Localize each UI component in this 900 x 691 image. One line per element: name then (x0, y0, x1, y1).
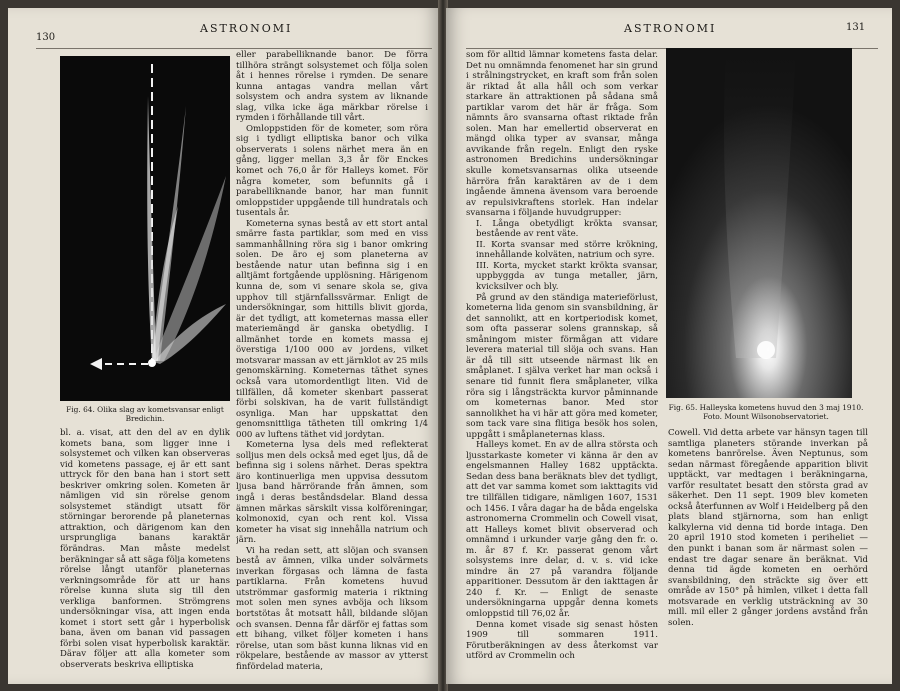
paragraph: Halleys komet. En av de allra största och ljusstarkaste kometer vi känna är den av engelsmannen Halley 1682 upptäckta. Sedan dess bana beräknats blev det tydligt, att det var samma komet som iakttagits vid tre tillfällen tidigare, nämligen 1607, 1531 och 1456. I våra dagar ha de båda engelska astronomerna Crommelin och Cowell visat, att Halleys komet blivit observerad och omnämnd i urkunder varje gång den fr. o. m. år 87 f. Kr. passerat genom vårt solsystems inre delar, d. v. s. vid icke mindre än 27 på varandra följande apparitioner. Dessutom är den iakttagen år 240 f. Kr. — Enligt de senaste undersökningarna uppgår denna komets omloppstid till 76,02 år. (466, 440, 658, 619)
paragraph: bl. a. visat, att den del av en dylik komets bana, som ligger inne i solsystemet och vilken kan observeras vid kometens passage, ej är ett sant uttryck för den bana han i stort sett beskriver omkring solen. Kometen är nämligen vid sin rörelse genom solsystemet ständigt utsatt för störningar berorende på planeternas attraktion, och därigenom kan den ursprungliga banans karaktär förändras. Man måste medelst beräkningar så att säga följa kometens rörelse långt utanför planeternas verkningsområde för att ur hans rörelse kunna sluta sig till den verkliga banformen. Strömgrens undersökningar visa, att ingen enda komet i stort sett går i hyperbolisk bana, även om banan vid passagen förbi solen visat hyperbolisk karaktär. Därav följer att alla kometer som observerats beskriva elliptiska (60, 428, 230, 671)
halley-comet-photo (666, 48, 852, 398)
paragraph: Omloppstiden för de kometer, som röra sig i tydligt elliptiska banor och vilka observerats i solens närhet mera än en gång, ligger mellan 3,3 år för Enckes komet och 76,0 år för Halleys komet. För några kometer, som befunnits gå i parabelliknande banor, har man funnit omloppstider uppgående till hundratals och tusentals år. (236, 123, 428, 219)
right-page-column-left (466, 50, 658, 684)
list-item: I. Långa obetydligt krökta svansar, bestående av rent väte. (476, 218, 658, 240)
comet-head-photo (666, 48, 852, 398)
right-page (446, 8, 892, 684)
left-page-column-right (236, 50, 428, 684)
paragraph: eller parabelliknande banor. De förra tillhöra strängt solsystemet och följa solen åt i hennes rörelse i rymden. De senare kunna antagas vandra mellan vårt solsystem och andra system av liknande slag, vilka icke äga märkbar rörelse i rymden i förhållande till vårt. (236, 50, 428, 124)
page-number-left: 130 (36, 32, 56, 43)
paragraph: Cowell. Vid detta arbete var hänsyn tagen till samtliga planeters störande inverkan på kometens banrörelse. Även Neptunus, som sedan närmast föregående apparition blivit upptäckt, var medtagen i beräkningarna, varför resultatet besatt den största grad av säkerhet. Den 11 sept. 1909 blev kometen också återfunnen av Wolf i Heidelberg på den plats bland stjärnorna, som han enligt kalkylerna vid denna tid borde intaga. Den 20 april 1910 stod kometen i periheliet — den punkt i banan som är närmast solen — endast tre dagar senare än beräknat. Vid denna tid ägde kometen en oerhörd svansbildning, den sträckte sig över ett område av 150° på himlen, vilket i detta fall motsvarade en verklig utsträckning av 30 mill. mil eller 2 gånger jordens avstånd från solen. (668, 428, 868, 628)
paragraph: Denna komet visade sig senast hösten 1909 till sommaren 1911. Förutberäkningen av dess återkomst var utförd av Crommelin och (466, 619, 658, 662)
figure-64-caption: Fig. 64. Olika slag av kometsvansar enligt Bredichin. (66, 405, 224, 423)
running-head-left: ASTRONOMI (200, 22, 293, 35)
comet-tail-illustration (60, 56, 230, 401)
left-page-column-left (60, 428, 230, 684)
paragraph: som för alltid lämnar kometens fasta delar. Det nu omnämnda fenomenet har sin grund i strålningstrycket, en kraft som från solen är riktad åt alla håll och som verkar starkare än attraktionen på sådana små partiklar varom det här är fråga. Som nämnts äro svansarna oftast riktade från solen. Man har emellertid observerat en mängd olika typer av svansar, många avvikande från regeln. Enligt den ryske astronomen Bredichins undersökningar skulle kometsvansarnas olika utseende härröra från karaktären av de i dem ingående ämnena ävensom vara beroende av repulsivkraftens storlek. Han indelar svansarna i följande huvudgrupper: (466, 50, 658, 219)
paragraph: Kometerna synas bestå av ett stort antal smärre fasta partiklar, som med en viss sammanhållning röra sig i banor omkring solen. De äro ej som planeterna av bestående natur utan befinna sig i en alltjämt fortgående upplösning. Härigenom kunna de, som vi senare skola se, giva upphov till stjärnfallssvärmar. Enligt de undersökningar, som hittills blivit gjorda, är det tydligt, att kometernas massa eller materiemängd är ganska obetydlig. I allmänhet torde en komets massa ej överstiga 1/100 000 av jordens, vilket motsvarar massan av ett järnklot av 25 mils genomskärning. Kometernas täthet synes också vara utomordentligt liten. Vid de tillfällen, då kometer skenbart passerat förbi solskivan, ha de varit fullständigt osynliga. Man har uppskattat den genomsnittliga tätheten till omkring 1/4 000 av luftens täthet vid jordytan. (236, 218, 428, 440)
right-page-column-right (668, 428, 868, 684)
page-number-right: 131 (846, 22, 866, 33)
paragraph: Vi ha redan sett, att slöjan och svansen bestå av ämnen, vilka under solvärmets inverkan förgasas och lämna de fasta partiklarna. Från kometens huvud utströmmar gasformig materia i riktning mot solen men synes avböja och liksom bortstötas åt motsatt håll, bildande slöjan och svansen. Denna får därför ej fattas som ett bihang, vilket följer kometen i hans rörelse, utan som bäst kunna liknas vid en rökpelare, bestående av massor av ytterst finfördelad materia, (236, 545, 428, 672)
list-item: III. Korta, mycket starkt krökta svansar, uppbyggda av tunga metaller, järn, kvicksilver och bly. (476, 260, 658, 293)
list-item: II. Korta svansar med större krökning, innehållande kolväten, natrium och syre. (476, 239, 658, 261)
running-head-right: ASTRONOMI (624, 22, 717, 35)
paragraph: Kometerna lysa dels med reflekterat solljus men dels också med eget ljus, då de befinna sig i solens närhet. Deras spektra äro kontinuerliga men uppvisa dessutom ljusa band härrörande från ämnen, som ingå i deras beståndsdelar. Bland dessa ämnen märkas särskilt vissa kolföreningar, kolmonoxid, cyan och rent kol. Vissa kometer ha visat sig innehålla natrium och järn. (236, 440, 428, 546)
paragraph: På grund av den ständiga materieförlust, kometerna lida genom sin svansbildning, är det sannolikt, att en kortperiodisk komet, som ofta passerar solens grannskap, så småningom mister förmågan att vidare leverera material till slöja och svans. Han är då till sitt utseende närmast lik en småplanet. I själva verket har man också i senare tid funnit flera småplaneter, vilka röra sig i långsträckta kurvor påminnande om kometernas banor. Med stor sannolikhet ha vi här att göra med kometer, som tack vare sina flitiga besök hos solen, uppgått i småplaneternas klass. (466, 292, 658, 440)
comet-tails-figure (60, 56, 230, 401)
figure-65-caption: Fig. 65. Halleyska kometens huvud den 3 maj 1910. Foto. Mount Wilsonobservatoriet. (668, 403, 864, 421)
header-rule-left (36, 48, 432, 49)
left-page (8, 8, 440, 684)
